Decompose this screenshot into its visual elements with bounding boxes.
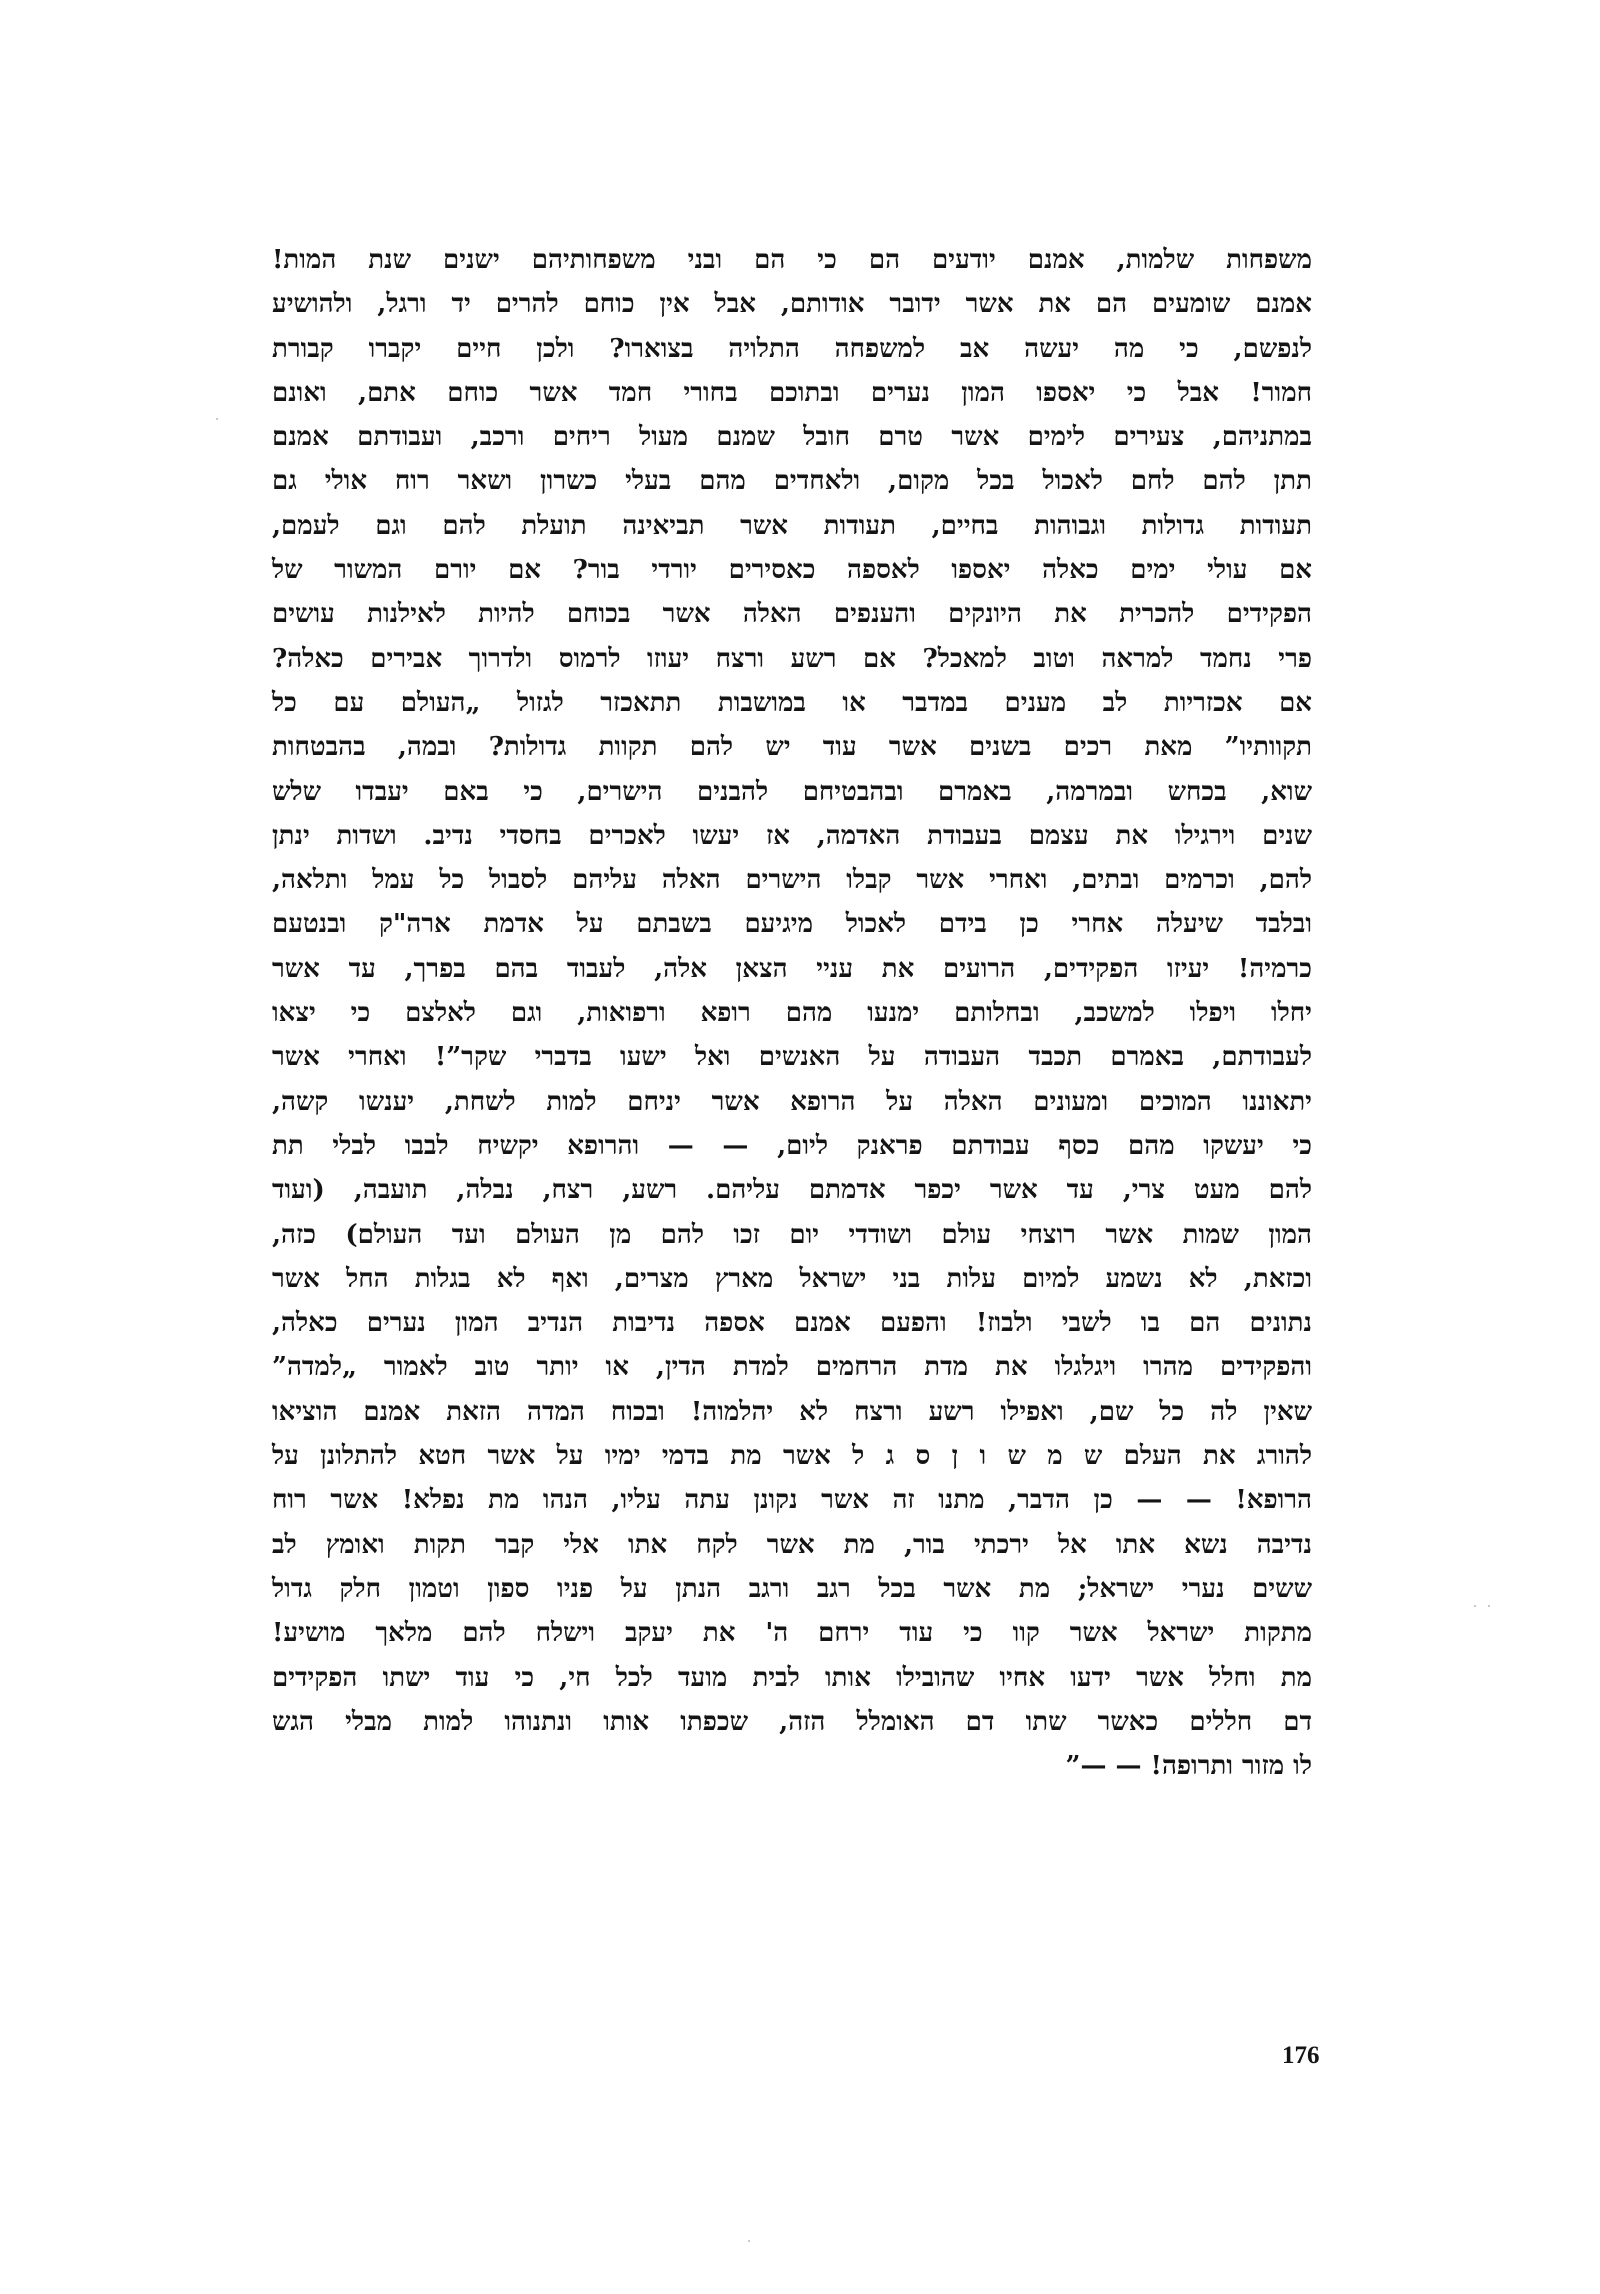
body-text <box>272 238 1312 1788</box>
text-line: משפחות שלמות, אמנם יודעים הם כי הם ובני משפחותיהם ישנים שנת המות! <box>272 245 1312 275</box>
text-line: כי יעשקו מהם כסף עבודתם פראנק ליום, — — והרופא יקשיח לבבו לבלי תת <box>272 1130 1312 1161</box>
text-line: יחלו ויפלו למשכב, ובחלותם ימנעו מהם רופא ורפואות, וגם לאלצם כי יצאו <box>272 998 1312 1029</box>
text-line: דם חללים כאשר שתו דם האומלל הזה, שכפתו אותו ונתנוהו למות מבלי הגש <box>272 1706 1312 1737</box>
text-line: ובלבד שיעלה אחרי כן בידם לאכול מיגיעם בשבתם על אדמת ארה"ק ובנטעם <box>272 909 1312 940</box>
text-line: יתאוננו המוכים ומעונים האלה על הרופא אשר יניחם למות לשחת, יענשו קשה, <box>272 1086 1312 1117</box>
text-line: שוא, בכחש ובמרמה, באמרם ובהבטיחם להבנים הישרים, כי באם יעבדו שלש <box>272 776 1312 807</box>
text-line: חמור! אבל כי יאספו המון נערים ובתוכם בחורי חמד אשר כוחם אתם, ואונם <box>272 377 1312 408</box>
text-line: המון שמות אשר רוצחי עולם ושודדי יום זכו להם מן העולם ועד העולם) כזה, <box>272 1219 1312 1250</box>
text-line: הרופא! — — כן הדבר, מתנו זה אשר נקונן עתה עליו, הנהו מת נפלא! אשר רוח <box>272 1485 1312 1516</box>
text-line: כרמיה! יעיזו הפקידים, הרועים את עניי הצאן אלה, לעבוד בהם בפרך, עד אשר <box>272 953 1312 984</box>
scan-speck <box>748 2240 750 2242</box>
text-line: תתן להם לחם לאכול בכל מקום, ולאחדים מהם בעלי כשרון ושאר רוח אולי גם <box>272 466 1312 497</box>
text-line: אם עולי ימים כאלה יאספו לאספה כאסירים יורדי בור? אם יורם המשור של <box>272 555 1312 586</box>
text-line: לנפשם, כי מה יעשה אב למשפחה התלויה בצוארו? ולכן חיים יקברו קבורת <box>272 333 1312 364</box>
text-line: מת וחלל אשר ידעו אחיו שהובילו אותו לבית מועד לכל חי, כי עוד ישתו הפקידים <box>272 1662 1312 1693</box>
text-line: אם אכזריות לב מענים במדבר או במושבות תתאכזר לגזול „העולם עם כל <box>272 687 1312 718</box>
text-line: נדיבה נשא אתו אל ירכתי בור, מת אשר לקח אתו אלי קבר תקות ואומץ לב <box>272 1529 1312 1560</box>
text-line: מתקות ישראל אשר קוו כי עוד ירחם ה' את יעקב וישלח להם מלאך מושיע! <box>272 1618 1312 1649</box>
text-line: אמנם שומעים הם את אשר ידובר אודותם, אבל אין כוחם להרים יד ורגל, ולהושיע <box>272 289 1312 320</box>
text-line: לו מזור ותרופה! — —” <box>1065 1751 1312 1782</box>
scan-speck <box>1488 1605 1490 1607</box>
text-line: תעודות גדולות וגבוהות בחיים, תעודות אשר תביאינה תועלת להם וגם לעמם, <box>272 510 1312 541</box>
text-line: להם מעט צרי, עד אשר יכפר אדמתם עליהם. רשע, רצח, נבלה, תועבה, (ועוד <box>272 1175 1312 1206</box>
scan-speck <box>1474 1605 1476 1607</box>
page-number: 176 <box>1282 2042 1320 2069</box>
text-line: לעבודתם, באמרם תכבד העבודה על האנשים ואל ישעו בדברי שקר”! ואחרי אשר <box>272 1042 1312 1073</box>
text-line: שנים וירגילו את עצמם בעבודת האדמה, אז יעשו לאכרים בחסדי נדיב. ושדות ינתן <box>272 820 1312 851</box>
text-line: תקוותיו” מאת רכים בשנים אשר עוד יש להם תקוות גדולות? ובמה, בהבטחות <box>272 732 1312 763</box>
text-line: והפקידים מהרו ויגלגלו את מדת הרחמים למדת הדין, או יותר טוב לאמור „למדה” <box>272 1352 1312 1383</box>
text-line: להורג את העלם ש מ ש ו ן ס ג ל אשר מת בדמי ימיו על אשר חטא להתלונן על <box>272 1441 1312 1472</box>
text-line: שאין לה כל שם, ואפילו רשע ורצח לא יהלמוה! ובכוח המדה הזאת אמנם הוציאו <box>272 1396 1312 1427</box>
text-line: נתונים הם בו לשבי ולבוז! והפעם אמנם אספה נדיבות הנדיב המון נערים כאלה, <box>272 1308 1312 1339</box>
text-line: פרי נחמד למראה וטוב למאכל? אם רשע ורצח יעוזו לרמוס ולדרוך אבירים כאלה? <box>272 643 1312 674</box>
scan-speck <box>216 418 218 420</box>
text-line: וכזאת, לא נשמע למיום עלות בני ישראל מארץ מצרים, ואף לא בגלות החל אשר <box>272 1263 1312 1294</box>
text-line: במתניהם, צעירים לימים אשר טרם חובל שמנם מעול ריחים ורכב, ועבודתם אמנם <box>272 422 1312 453</box>
text-line: ששים נערי ישראל; מת אשר בכל רגב ורגב הנתן על פניו ספון וטמון חלק גדול <box>272 1573 1312 1604</box>
text-line: הפקידים להכרית את היונקים והענפים האלה אשר בכוחם להיות לאילנות עושים <box>272 599 1312 630</box>
text-line: להם, וכרמים ובתים, ואחרי אשר קבלו הישרים האלה עליהם לסבול כל עמל ותלאה, <box>272 865 1312 896</box>
